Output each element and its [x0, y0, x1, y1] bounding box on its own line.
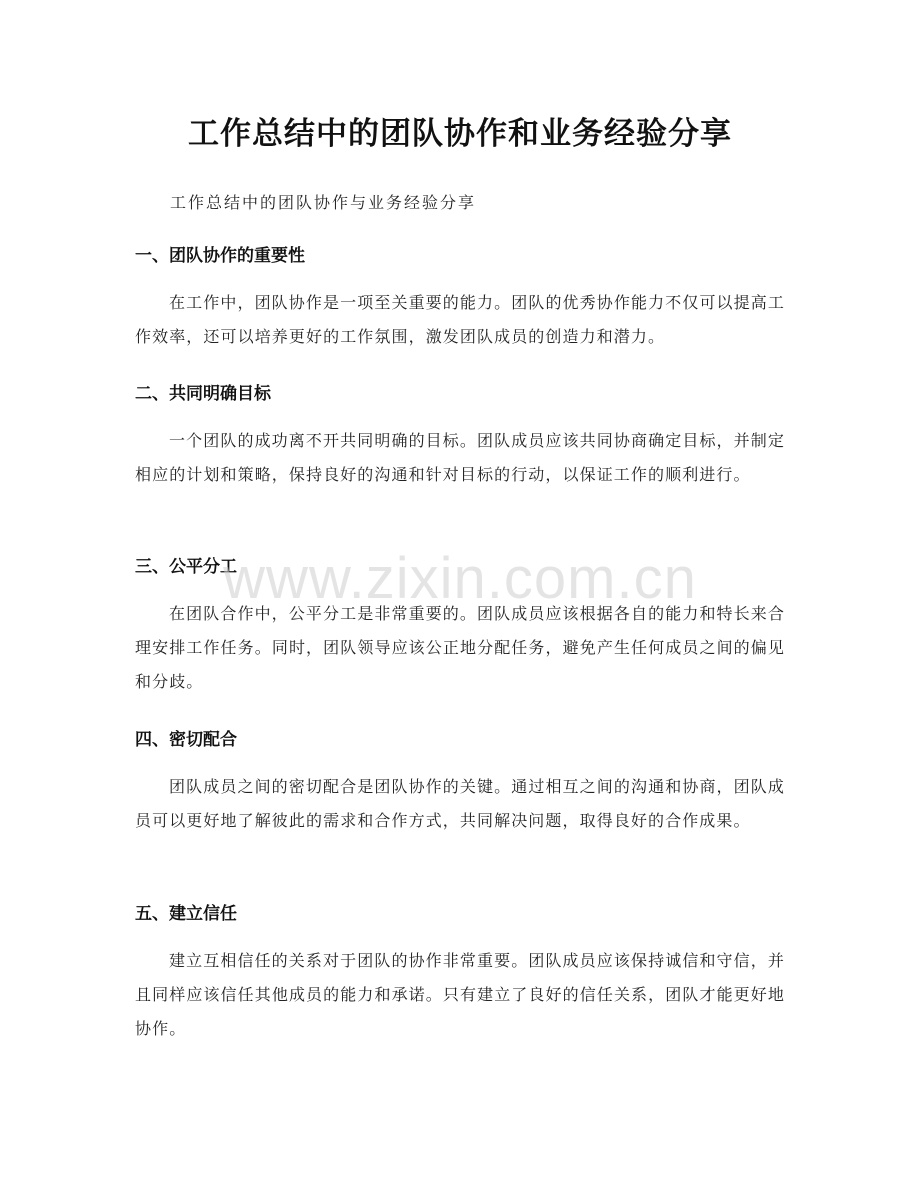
section-heading-1: 一、团队协作的重要性	[135, 246, 305, 266]
section-body-2	[135, 424, 785, 492]
section-body-1	[135, 286, 785, 354]
section-heading-4: 四、密切配合	[135, 730, 237, 750]
section-heading-3: 三、公平分工	[135, 557, 237, 577]
section-body-5-text: 建立互相信任的关系对于团队的协作非常重要。团队成员应该保持诚信和守信，并且同样应该信任其他成员的能力和承诺。只有建立了良好的信任关系，团队才能更好地协作。	[135, 951, 785, 1038]
section-heading-5: 五、建立信任	[135, 904, 237, 924]
section-body-2-text: 一个团队的成功离不开共同明确的目标。团队成员应该共同协商确定目标，并制定相应的计划和策略，保持良好的沟通和针对目标的行动，以保证工作的顺利进行。	[135, 431, 785, 484]
section-body-5	[135, 944, 785, 1046]
page-title: 工作总结中的团队协作和业务经验分享	[188, 116, 732, 152]
section-body-1-text: 在工作中，团队协作是一项至关重要的能力。团队的优秀协作能力不仅可以提高工作效率，还可以培养更好的工作氛围，激发团队成员的创造力和潜力。	[135, 293, 785, 346]
section-body-3-text: 在团队合作中，公平分工是非常重要的。团队成员应该根据各自的能力和特长来合理安排工作任务。同时，团队领导应该公正地分配任务，避免产生任何成员之间的偏见和分歧。	[135, 604, 785, 691]
page-subtitle: 工作总结中的团队协作与业务经验分享	[170, 193, 477, 212]
section-heading-2: 二、共同明确目标	[135, 384, 271, 404]
section-body-4-text: 团队成员之间的密切配合是团队协作的关键。通过相互之间的沟通和协商，团队成员可以更好地了解彼此的需求和合作方式，共同解决问题，取得良好的合作成果。	[135, 777, 785, 830]
watermark: www.zixin.com.cn	[223, 546, 697, 611]
section-body-4	[135, 770, 785, 838]
section-body-3	[135, 597, 785, 699]
